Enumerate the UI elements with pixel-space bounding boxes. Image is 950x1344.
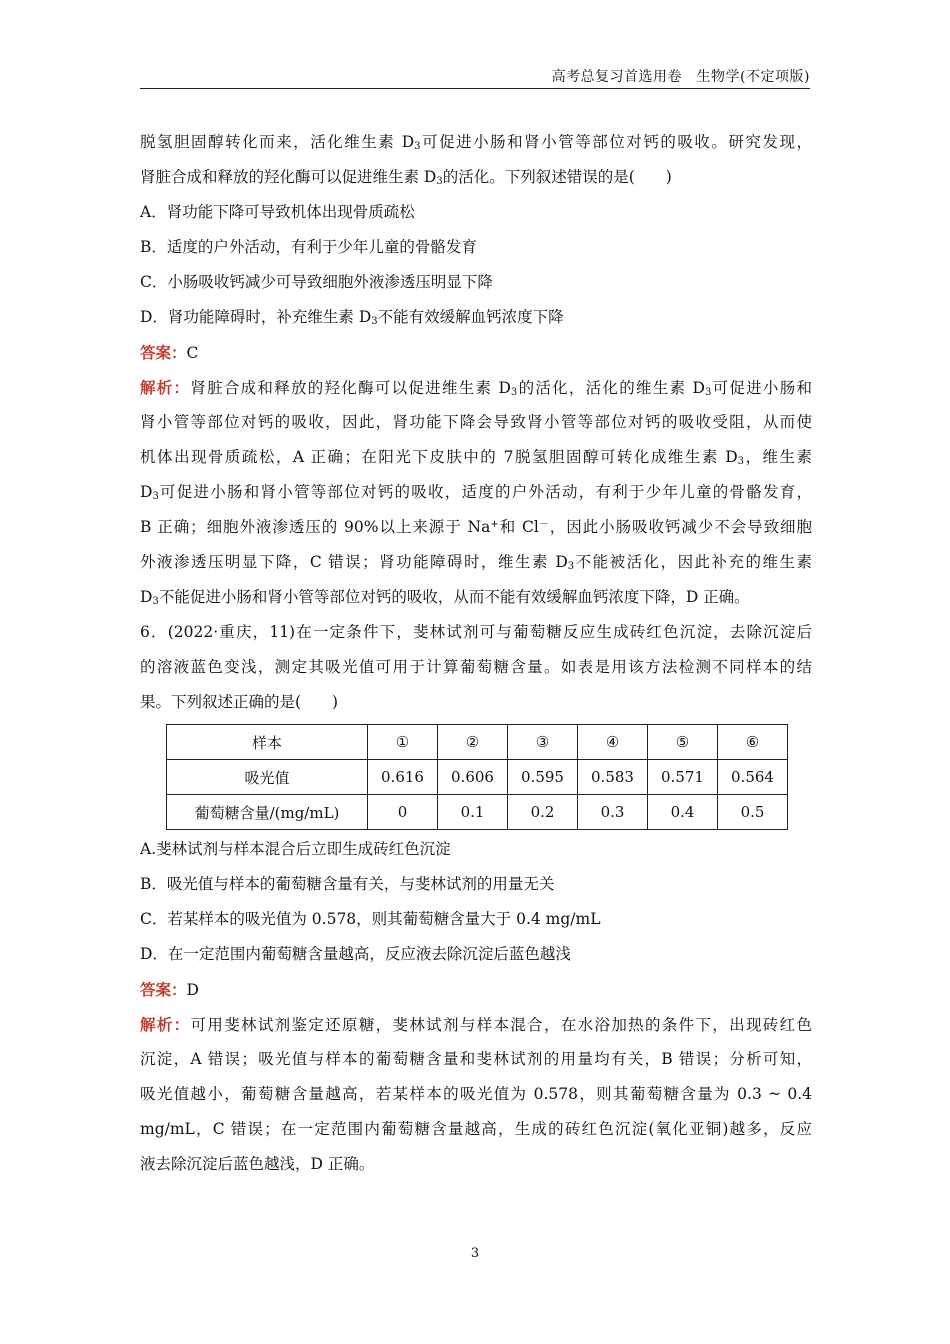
table-cell: ⑤ <box>648 725 718 760</box>
table-cell: 0.564 <box>718 760 788 795</box>
analysis-label: 解析： <box>140 378 191 397</box>
table-cell: ③ <box>508 725 578 760</box>
q6-stem-line-2: 的溶液蓝色变浅，测定其吸光值可用于计算葡萄糖含量。如表是用该方法检测不同样本的结 <box>140 658 812 676</box>
answer-label: 答案： <box>140 980 187 999</box>
table-cell: ② <box>438 725 508 760</box>
table-cell: 0.606 <box>438 760 508 795</box>
table-row <box>167 795 788 830</box>
q5-analysis-line-7: $D_3$不能促进小肠和肾小管等部位对钙的吸收，从而不能有效缓解血钙浓度下降，D 正确。 <box>140 588 750 607</box>
q5-option-b: B．适度的户外活动，有利于少年儿童的骨骼发育 <box>140 238 477 256</box>
table-cell: 0.595 <box>508 760 578 795</box>
table-row <box>167 725 788 760</box>
table-cell: 0.571 <box>648 760 718 795</box>
q6-answer <box>140 972 812 1007</box>
q5-analysis-line-1: 解析：肾脏合成和释放的羟化酶可以促进维生素 $D_3$的活化，活化的维生素 $D_3$可促进小肠和 <box>140 378 812 398</box>
q5-option-c: C．小肠吸收钙减少可导致细胞外液渗透压明显下降 <box>140 273 493 291</box>
table-cell: ① <box>368 725 438 760</box>
q6-option-c: C．若某样本的吸光值为 0.578，则其葡萄糖含量大于 0.4 mg/mL <box>140 910 601 928</box>
q5-intro-line-1: 脱氢胆固醇转化而来，活化维生素 $D_3$可促进小肠和肾小管等部位对钙的吸收。研究发现， <box>140 133 812 152</box>
q5-option-d: D．肾功能障碍时，补充维生素 $D_3$不能有效缓解血钙浓度下降 <box>140 308 564 327</box>
header-rule <box>140 88 810 89</box>
table-row-header: 葡萄糖含量/(mg/mL) <box>167 795 368 830</box>
answer-value: D <box>186 981 199 999</box>
table-cell: 0.2 <box>508 795 578 830</box>
table-row <box>167 760 788 795</box>
q5-answer <box>140 335 812 370</box>
table-cell: 0.4 <box>648 795 718 830</box>
table-cell: ④ <box>578 725 648 760</box>
table-cell: 0.1 <box>438 795 508 830</box>
table-cell: 0.3 <box>578 795 648 830</box>
q5-analysis-line-4: $D_3$可促进小肠和肾小管等部位对钙的吸收，适度的户外活动，有利于少年儿童的骨骼发育， <box>140 483 812 502</box>
q5-option-a: A．肾功能下降可导致机体出现骨质疏松 <box>140 203 415 221</box>
q6-analysis-line-3: 吸光值越小，葡萄糖含量越高，若某样本的吸光值为 0.578，则其葡萄糖含量为 0.3 ~ 0.4 <box>140 1085 812 1103</box>
table-cell: ⑥ <box>718 725 788 760</box>
q5-analysis-line-2: 肾小管等部位对钙的吸收，因此，肾功能下降会导致肾小管等部位对钙的吸收受阻，从而使 <box>140 413 812 431</box>
q6-stem-line-1: 6．(2022·重庆，11)在一定条件下，斐林试剂可与葡萄糖反应生成砖红色沉淀，去除沉淀后 <box>140 623 812 641</box>
q6-stem-line-3: 果。下列叙述正确的是( ) <box>140 693 339 711</box>
q6-analysis-line-5: 液去除沉淀后蓝色越浅，D 正确。 <box>140 1155 375 1173</box>
q6-analysis-line-1: 解析：可用斐林试剂鉴定还原糖，斐林试剂与样本混合，在水浴加热的条件下，出现砖红色 <box>140 1015 812 1034</box>
page-content <box>140 125 812 1182</box>
q6-option-a: A.斐林试剂与样本混合后立即生成砖红色沉淀 <box>140 840 451 858</box>
q5-intro-line-2: 肾脏合成和释放的羟化酶可以促进维生素 $D_3$的活化。下列叙述错误的是( ) <box>140 168 672 187</box>
q6-analysis-line-4: mg/mL，C 错误；在一定范围内葡萄糖含量越高，生成的砖红色沉淀(氧化亚铜)越多，反应 <box>140 1120 812 1138</box>
answer-label: 答案： <box>140 343 187 362</box>
table-row-header: 吸光值 <box>167 760 368 795</box>
page-header: 高考总复习首选用卷 生物学(不定项版) <box>551 69 810 85</box>
q6-table-wrapper <box>140 720 812 832</box>
q5-analysis-line-3: 机体出现骨质疏松，A 正确；在阳光下皮肤中的 7脱氢胆固醇可转化成维生素 $D_3$，维生素 <box>140 448 812 467</box>
table-cell: 0.5 <box>718 795 788 830</box>
q6-analysis-line-2: 沉淀，A 错误；吸光值与样本的葡萄糖含量和斐林试剂的用量均有关，B 错误；分析可知， <box>140 1050 812 1068</box>
answer-value: C <box>186 344 199 362</box>
table-cell: 0.583 <box>578 760 648 795</box>
q6-data-table <box>166 724 788 830</box>
q5-analysis-line-6: 外液渗透压明显下降，C 错误；肾功能障碍时，维生素 $D_3$不能被活化，因此补充的维生素 <box>140 553 812 572</box>
table-row-header: 样本 <box>167 725 368 760</box>
q6-option-b: B．吸光值与样本的葡萄糖含量有关，与斐林试剂的用量无关 <box>140 875 555 893</box>
table-cell: 0.616 <box>368 760 438 795</box>
q6-option-d: D．在一定范围内葡萄糖含量越高，反应液去除沉淀后蓝色越浅 <box>140 945 571 963</box>
analysis-label: 解析： <box>140 1015 191 1034</box>
table-cell: 0 <box>368 795 438 830</box>
q5-analysis-line-5: B 正确；细胞外液渗透压的 90%以上来源于 Na+和 Cl－，因此小肠吸收钙减少不会导致细胞 <box>140 518 812 536</box>
page-number: 3 <box>470 1246 480 1261</box>
